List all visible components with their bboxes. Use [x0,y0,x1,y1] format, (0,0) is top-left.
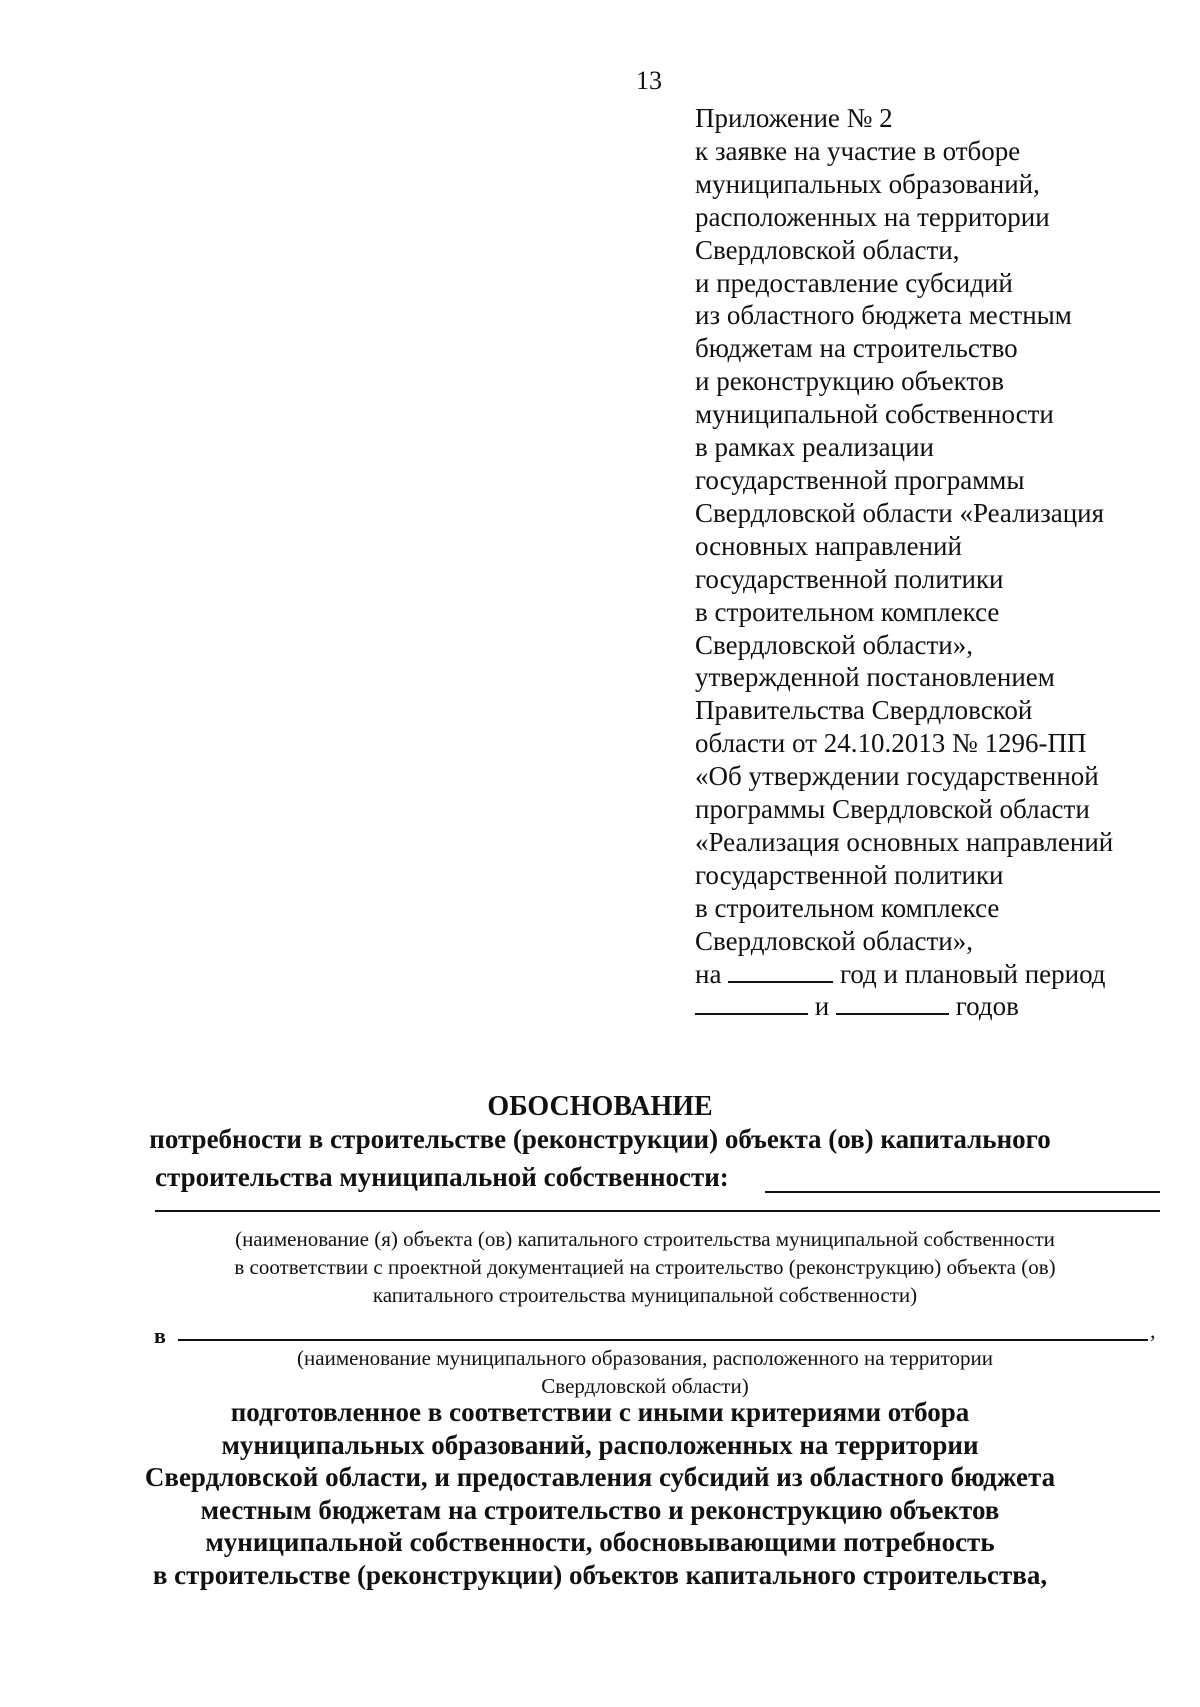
years-middle: и [814,991,830,1022]
appendix-line: области от 24.10.2013 № 1296-ПП [695,728,1087,759]
year-suffix: год и плановый период [839,958,1106,989]
appendix-line: программы Свердловской области [695,794,1090,825]
year-prefix: на [695,958,722,989]
criteria-line: подготовленное в соответствии с иными критериями отбора [230,1397,970,1427]
year-blank [728,980,833,983]
criteria-line: муниципальной собственности, обосновывающими потребность [205,1527,995,1557]
criteria-line: Свердловской области, и предоставления субсидий из областного бюджета [144,1462,1056,1492]
criteria-line: в строительстве (реконструкции) объектов капитального строительства, [152,1559,1048,1590]
appendix-line: Правительства Свердловской [695,695,1033,726]
municipality-caption-line: (наименование муниципального образования, расположенного на территории [297,1346,993,1370]
object-caption-line: (наименование (я) объекта (ов) капитального строительства муниципальной собственности [235,1227,1055,1251]
years-suffix: годов [955,991,1019,1022]
appendix-line: «Об утверждении государственной [695,761,1099,792]
appendix-line: бюджетам на строительство [695,333,1018,364]
appendix-header [695,102,1185,1023]
document-subtitle-line1: потребности в строительстве (реконструкции) объекта (ов) капитального [149,1124,1051,1154]
appendix-line: в строительном комплексе [695,892,1000,923]
appendix-line: Свердловской области «Реализация [695,497,1105,528]
page-number: 13 [636,66,662,95]
document-subtitle-line2: строительства муниципальной собственности: [155,1162,729,1192]
object-name-blank-1 [765,1191,1160,1193]
appendix-year-line [695,958,1185,991]
object-caption [140,1225,1150,1309]
appendix-line: государственной политики [695,563,1004,594]
appendix-line: муниципальных образований, [695,168,1040,199]
municipality-blank [178,1339,1148,1341]
criteria-line: муниципальных образований, расположенных на территории [221,1429,979,1460]
appendix-line: в строительном комплексе [695,596,1000,627]
appendix-line: и реконструкцию объектов [695,366,1005,397]
appendix-line: Свердловской области, [695,234,960,265]
appendix-line: муниципальной собственности [695,399,1054,430]
appendix-line: в рамках реализации [695,432,934,463]
appendix-line: основных направлений [695,530,962,561]
municipality-caption [140,1344,1150,1400]
appendix-line: к заявке на участие в отборе [695,135,1021,166]
appendix-line: «Реализация основных направлений [695,826,1114,857]
criteria-paragraph [0,1396,1200,1591]
appendix-line: государственной политики [695,859,1004,890]
municipality-caption-line: Свердловской области) [541,1374,749,1398]
planned-year-blank-1 [695,1012,808,1015]
appendix-line: и предоставление субсидий [695,267,1013,298]
appendix-line: Приложение № 2 [695,103,893,133]
appendix-line: государственной программы [695,464,1025,495]
appendix-line: расположенных на территории [695,201,1050,232]
appendix-line: утвержденной постановлением [695,662,1055,693]
in-letter: в [154,1323,166,1348]
object-caption-line: в соответствии с проектной документацией на строительство (реконструкцию) объекта (ов) [234,1255,1056,1279]
in-comma: , [1150,1318,1156,1343]
object-name-blank-2 [155,1210,1160,1212]
appendix-years-line [695,990,1185,1023]
criteria-line: местным бюджетам на строительство и реконструкцию объектов [200,1494,1000,1525]
planned-year-blank-2 [836,1012,949,1015]
appendix-line: Свердловской области», [695,629,973,660]
appendix-line: из областного бюджета местным [695,300,1072,331]
appendix-line: Свердловской области», [695,925,973,956]
object-caption-line: капитального строительства муниципальной собственности) [372,1283,918,1307]
document-title: ОБОСНОВАНИЕ [487,1091,713,1122]
